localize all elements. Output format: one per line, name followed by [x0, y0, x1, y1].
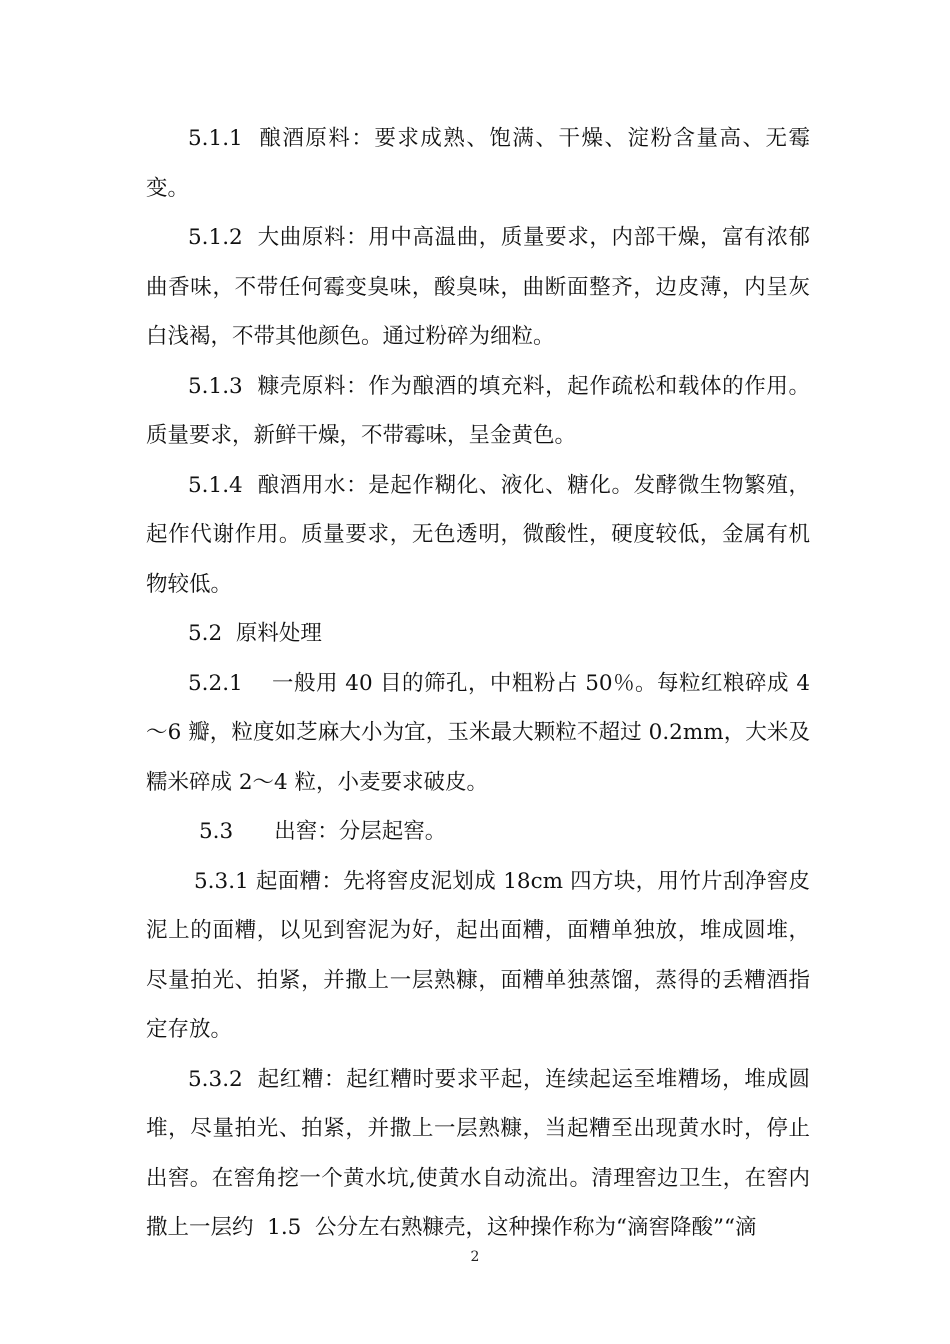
page-number: 2: [470, 1249, 480, 1265]
paragraph-5-3-1: 5.3.1 起面糟：先将窖皮泥划成 18cm 四方块，用竹片刮净窖皮泥上的面糟，以见到窖泥为好，起出面糟，面糟单独放，堆成圆堆，尽量拍光、拍紧，并撒上一层熟糠，面糟单独蒸馏，蒸得的丢糟酒指定存放。: [146, 868, 810, 1042]
paragraph-5-2-1: 5.2.1 一般用 40 目的筛孔，中粗粉占 50％。每粒红粮碎成 4～6 瓣，粒度如芝麻大小为宜，玉米最大颗粒不超过 0.2mm，大米及糯米碎成 2～4 粒，小麦要求破皮。: [146, 670, 810, 795]
paragraph-5-3-2: 5.3.2 起红糟：起红糟时要求平起，连续起运至堆糟场，堆成圆堆，尽量拍光、拍紧，并撒上一层熟糠，当起糟至出现黄水时，停止出窖。在窖角挖一个黄水坑,使黄水自动流出。清理窖边卫生，在窖内撒上一层约 1.5 公分左右熟糠壳，这种操作称为“滴窖降酸”“滴: [146, 1066, 810, 1240]
document-body: [146, 114, 810, 1253]
section-heading-5-2: 5.2 原料处理: [188, 621, 322, 646]
section-heading-5-3: 5.3 出窖：分层起窖。: [199, 819, 447, 844]
paragraph-5-1-4: 5.1.4 酿酒用水：是起作糊化、液化、糖化。发酵微生物繁殖，起作代谢作用。质量要求，无色透明，微酸性，硬度较低，金属有机物较低。: [146, 472, 810, 597]
paragraph-5-1-1: 5.1.1 酿酒原料：要求成熟、饱满、干燥、淀粉含量高、无霉变。: [146, 126, 810, 201]
paragraph-5-1-2: 5.1.2 大曲原料：用中高温曲，质量要求，内部干燥，富有浓郁曲香味，不带任何霉变臭味，酸臭味，曲断面整齐，边皮薄，内呈灰白浅褐，不带其他颜色。通过粉碎为细粒。: [146, 225, 810, 349]
paragraph-5-1-3: 5.1.3 糠壳原料：作为酿酒的填充料，起作疏松和载体的作用。质量要求，新鲜干燥，不带霉味，呈金黄色。: [146, 373, 810, 448]
